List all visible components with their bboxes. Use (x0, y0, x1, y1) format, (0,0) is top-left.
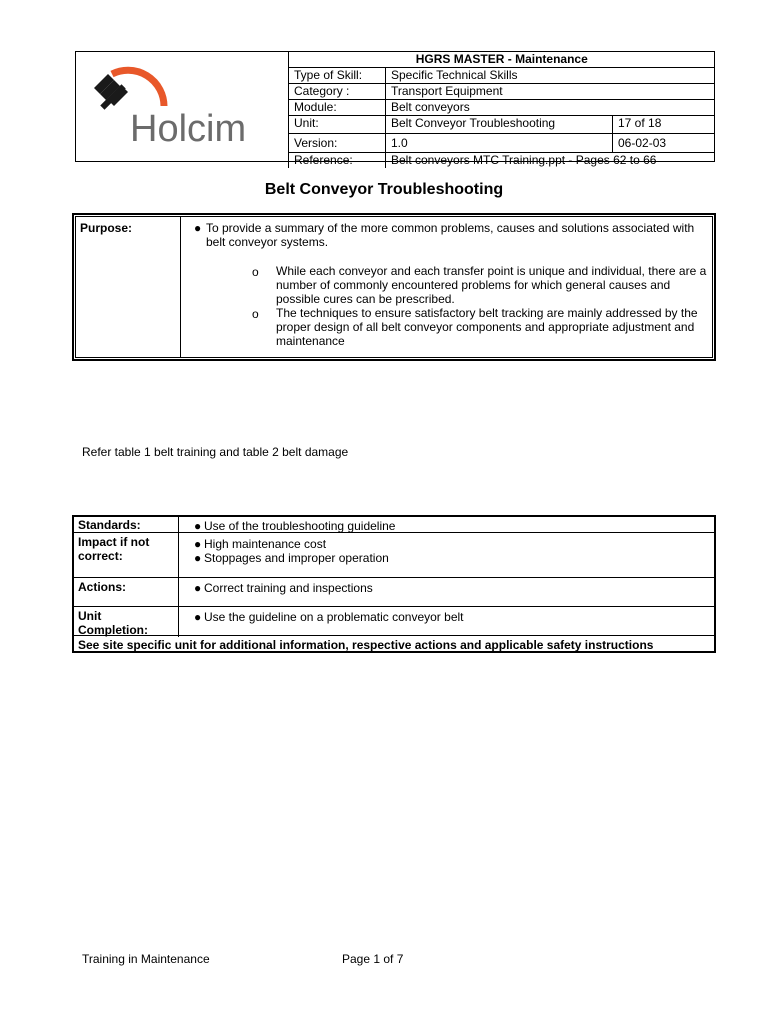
svg-text:Holcim: Holcim (130, 108, 247, 150)
refer-note: Refer table 1 belt training and table 2 belt damage (82, 445, 349, 459)
bullet-icon: ● (194, 221, 202, 235)
bullet-icon: ● (194, 581, 202, 595)
meta-value: Specific Technical Skills (386, 68, 715, 84)
meta-label: Unit: (289, 116, 386, 134)
meta-value: Belt Conveyor Troubleshooting (386, 116, 613, 134)
page-number: Page 1 of 7 (342, 952, 404, 966)
bullet-icon: ● (194, 610, 202, 624)
meta-label: Version: (289, 134, 386, 153)
meta-extra: 17 of 18 (613, 116, 715, 134)
document-header (75, 51, 715, 167)
header-meta-table (288, 52, 715, 168)
meta-label: Category : (289, 84, 386, 100)
header-title: HGRS MASTER - Maintenance (289, 52, 715, 68)
standards-item: Use of the troubleshooting guideline (204, 519, 396, 533)
impact-item: High maintenance cost (204, 537, 327, 551)
purpose-sub-item: While each conveyor and each transfer point is unique and individual, there are a number of commonly encountered problems for which general causes and possible cures can be prescribed. (276, 264, 707, 306)
bullet-icon: ● (194, 537, 202, 551)
meta-label: Type of Skill: (289, 68, 386, 84)
site-specific-note: See site specific unit for additional information, respective actions and applicable safety instructions (78, 638, 654, 652)
actions-item: Correct training and inspections (204, 581, 373, 595)
footer-label: Training in Maintenance (82, 952, 210, 966)
meta-value: 1.0 (386, 134, 613, 153)
impact-item: Stoppages and improper operation (204, 551, 389, 565)
actions-label: Actions: (78, 580, 126, 594)
meta-value: Transport Equipment (386, 84, 715, 100)
impact-label: Impact if not correct: (78, 535, 150, 563)
document-title: Belt Conveyor Troubleshooting (264, 181, 504, 198)
purpose-label: Purpose: (80, 221, 133, 235)
holcim-logo-icon (76, 52, 288, 161)
purpose-table (72, 213, 716, 361)
sub-marker-icon: o (252, 265, 259, 279)
meta-label: Module: (289, 100, 386, 116)
logo-cell (76, 52, 289, 161)
unit-completion-label: Unit Completion: (78, 609, 148, 637)
standards-table (72, 515, 716, 653)
meta-label: Reference: (289, 153, 386, 169)
bullet-icon: ● (194, 551, 202, 565)
purpose-sub-item: The techniques to ensure satisfactory belt tracking are mainly addressed by the proper design of all belt conveyor components and appropriate adjustment and maintenance (276, 306, 698, 348)
purpose-bullet: To provide a summary of the more common problems, causes and solutions associated with belt conveyor systems. (206, 221, 695, 249)
meta-value: Belt conveyors MTC Training.ppt - Pages 62 to 66 (386, 153, 715, 169)
standards-label: Standards: (78, 518, 141, 532)
unit-completion-item: Use the guideline on a problematic conveyor belt (204, 610, 464, 624)
bullet-icon: ● (194, 519, 202, 533)
meta-extra: 06-02-03 (613, 134, 715, 153)
sub-marker-icon: o (252, 307, 259, 321)
meta-value: Belt conveyors (386, 100, 715, 116)
